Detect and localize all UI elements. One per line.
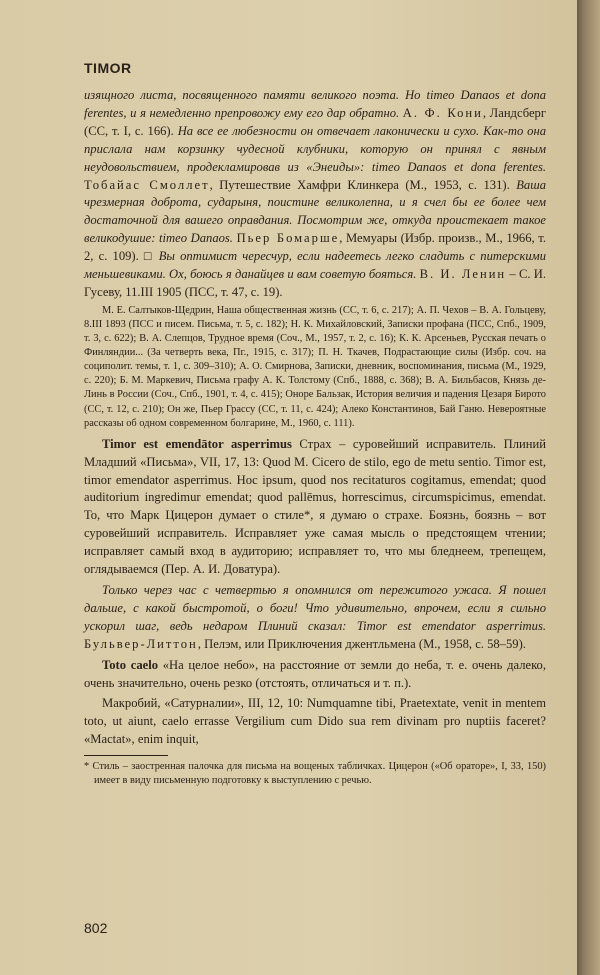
author-name: Тобайас Смоллет (84, 177, 210, 192)
entry-example (84, 582, 546, 654)
quote-text: Вы оптимист чересчур, если надеетесь легко сладить с питерскими меньшевиками. Ох, боюсь я данайцев и вам советую бояться. (84, 249, 546, 282)
entry-text: «На целое небо», на расстояние от земли до неба, т. е. очень далеко, очень значительно, очень резко (отстоять, отличаться и т. п.). (84, 657, 547, 690)
entry-paragraph (84, 436, 546, 579)
footnote-divider (84, 755, 168, 756)
references-paragraph: М. Е. Салтыков-Щедрин, Наша общественная жизнь (СС, т. 6, с. 217); А. П. Чехов – В. А. Гольцеву, 8.III 1893 (ПСС и писем. Письма, т. 5, с. 182); Н. К. Михайловский, Записки профана (ПСС, Спб., 1909, т. 3, с. 622); В. А. Слепцов, Трудное время (Соч., М., 1957, т. 2, с. 16); К. К. Арсеньев, Русская печать о Финляндии... (За четверть века, Пг., 1915, с. 317); П. Н. Ткачев, Подрастающие силы (Избр. соч. на социполит. темы, т. 1, с. 309–310); А. О. Смирнова, Записки, дневник, воспоминания, письма (М., 1929, с. 220); Б. М. Маркевич, Письма графу А. К. Толстому (Спб., 1888, с. 368); В. А. Бильбасов, Князь де-Линь в России (Соч., Спб., 1901, т. 4, с. 415); Оноре Бальзак, История величия и падения Цезаря Бирото (СС, т. 12, с. 210); Он же, Пьер Грассу (СС, т. 11, с. 424); Алеко Константинов, Бай Ганю. Невероятные рассказы об одном современном болгарине, М., 1960, с. 111). (84, 304, 546, 429)
citation: , Пелэм, или Приключения джентльмена (М., 1958, с. 58–59). (197, 636, 526, 651)
page-content (84, 60, 546, 788)
citation: – С. И. Гусеву, 11.III 1905 (ПСС, т. 47, с. 19). (84, 267, 546, 299)
entry-headword: Timor est emendātor asperrimus (102, 436, 292, 451)
citation: , Ландсберг (СС, т. I, с. 166). (84, 105, 546, 138)
entry-source: Макробий, «Сатурналии», III, 12, 10: Numquamne tibi, Praetextate, venit in mentem toto, ut aiunt, caelo errasse Vergilium cum Dido sua rem divinam pro nuptiis faceret? «Mactat», enim inquit, (84, 696, 546, 747)
entry-text: Страх – суровейший исправитель. Плиний Младший «Письма», VII, 17, 13: Quod M. Cicero de stilo, ego de metu sentio. Timor est, timor emendator asperrimus. Hoc ipsum, quod nos recitaturos cogitamus, emendat; quod auditorium ingredimur emendat; quod pallēmus, horrescimus, circumspicimus, emendat. То, что Марк Цицерон думает о стиле*, я думаю о страхе. Боязнь, боязнь – вот суровейший исправитель. Исправляет уже самая мысль о предстоящем чтении; исправляет самый вход в аудиторию; исправляет то, что мы бледнеем, трепещем, оглядываемся (Пер. А. И. Доватура). (84, 436, 546, 577)
entry-timor-est (84, 436, 546, 654)
entry-headword: Toto caelo (102, 657, 159, 672)
citation: , Путешествие Хамфри Клинкера (М., 1953, с. 131). (209, 177, 517, 192)
author-name: А. Ф. Кони (402, 105, 483, 120)
citation: , Мемуары (Избр. произв., М., 1966, т. 2, с. 109). □ (84, 231, 546, 264)
entry-paragraph (84, 657, 546, 693)
book-spine-edge (577, 0, 600, 975)
author-name: Бульвер-Литтон (84, 636, 198, 651)
continued-paragraph (84, 87, 546, 302)
quote-text: На все ее любезности он отвечает лаконически и сухо. Как-то она прислала нам корзинку чудесной клубники, которую он принял с явным неудовольствием, продекламировав из «Энеиды»: timeo Danaos et dona ferentes. (84, 123, 546, 174)
footnote: * Стиль – заостренная палочка для письма на вощеных табличках. Цицерон («Об ораторе», I, 33, 150) имеет в виду письменную подготовку к выступлению с речью. (84, 761, 546, 787)
quote-text: изящного листа, посвященного памяти великого поэта. Но timeo Danaos et dona ferentes, и я немедленно препровожу ему его дар обратно. (84, 88, 546, 120)
author-name: В. И. Ленин (419, 267, 507, 282)
running-header: TIMOR (84, 60, 132, 76)
entry-toto-caelo (84, 657, 546, 750)
quote-text: Только через час с четвертью я опомнился от пережитого ужаса. Я пошел дальше, с какой быстротой, о боги! Что удивительно, впрочем, если я сильно ускорил шаг, ведь недаром Плиний сказал: Timor est emendator asperrimus. (84, 582, 546, 633)
quote-text: Ваша чрезмерная доброта, сударыня, поистине великолепна, и я счел бы ее более чем достаточной для вашего оправдания. Посмотрим же, откуда проистекает такое великодушие: timeo Danaos. (84, 177, 546, 246)
page-number: 802 (84, 920, 108, 936)
author-name: Пьер Бомарше (236, 231, 340, 246)
